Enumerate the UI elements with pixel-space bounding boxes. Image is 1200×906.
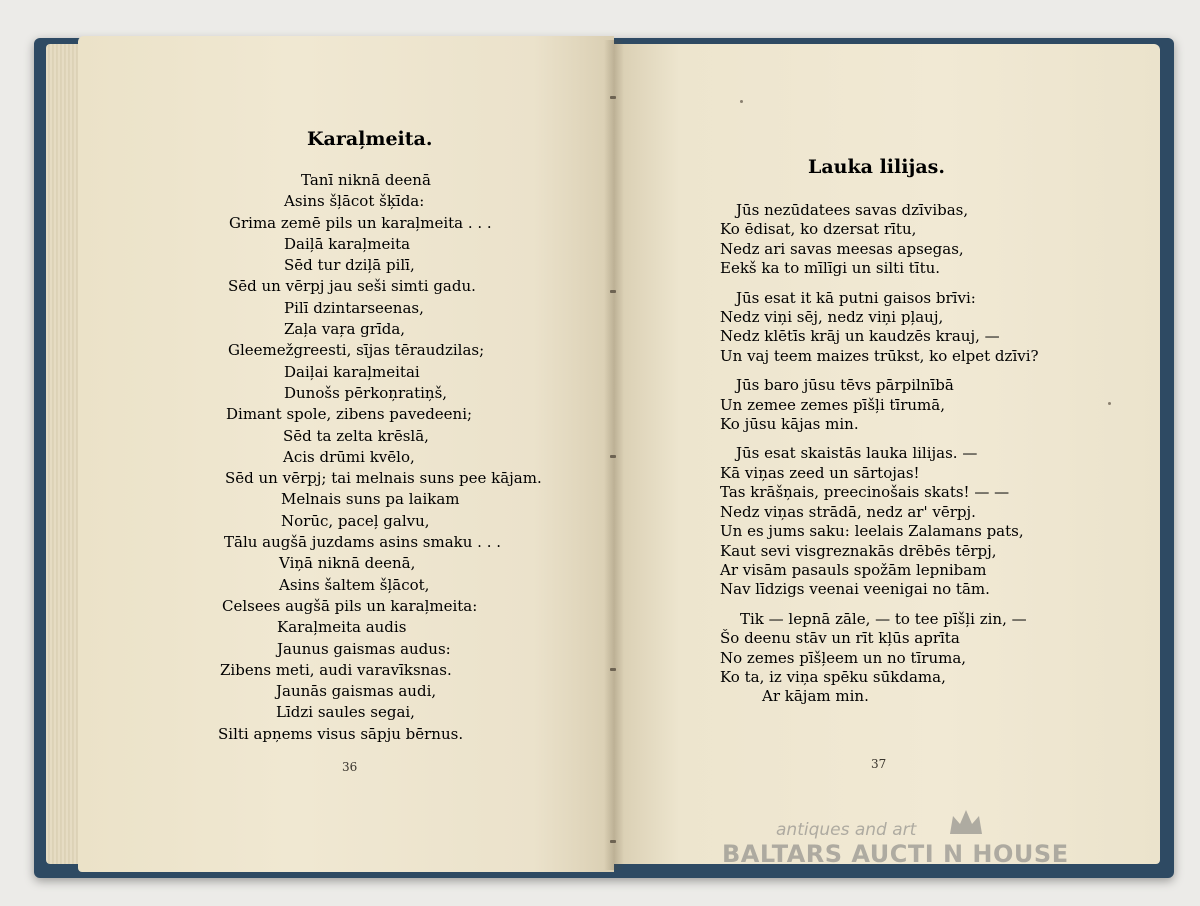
poem-stanza	[720, 444, 1140, 599]
poem-line: Asins šļācot šķīda:	[284, 192, 425, 211]
poem-line: Pilī dzintarseenas,	[284, 298, 424, 317]
poem-line: Silti apņems visus sāpju bērnus.	[218, 724, 464, 743]
poem-line: Un zemee zemes pīšļi tīrumā,	[720, 395, 945, 414]
poem-line: Kaut sevi visgreznakās drēbēs tērpj,	[720, 541, 997, 560]
poem-line: Nav līdzigs veenai veenigai no tām.	[720, 580, 990, 599]
poem-line: Līdzi saules segai,	[276, 703, 415, 722]
poem-line: Jūs nezūdatees savas dzīvibas,	[736, 201, 969, 219]
paper-speck	[740, 100, 743, 103]
poem-line: Tālu augšā juzdams asins smaku . . .	[224, 533, 502, 552]
poem-line: Jaunās gaismas audi,	[276, 682, 437, 701]
poem-line: Daiļā karaļmeita	[284, 234, 411, 253]
poem-line: Grima zemē pils un karaļmeita . . .	[229, 213, 492, 232]
poem-line: Gleemežgreesti, sījas tēraudzilas;	[228, 341, 485, 360]
watermark-tagline: antiques and art	[776, 820, 917, 840]
poem-line: Jūs baro jūsu tēvs pārpilnībā	[736, 376, 954, 395]
poem-line: Ar visām pasauls spožām lepnibam	[720, 560, 987, 579]
right-page-number: 37	[871, 757, 887, 771]
poem-line: Nedz viņas strādā, nedz ar' vērpj.	[720, 502, 976, 521]
poem-line: Sēd ta zelta krēslā,	[283, 426, 429, 445]
binding-stitch	[610, 290, 616, 293]
poem-line: Viņā niknā deenā,	[279, 554, 416, 573]
crown-icon	[948, 808, 984, 836]
poem-line: Jūs esat it kā putni gaisos brīvi:	[736, 288, 976, 307]
poem-stanza	[720, 289, 1140, 367]
poem-line: Zibens meti, audi varavīksnas.	[220, 660, 452, 679]
poem-line: Asins šaltem šļācot,	[279, 575, 430, 594]
poem-line: Tas krāšņais, preecinošais skats! — —	[720, 483, 1010, 502]
binding-stitch	[610, 96, 616, 99]
left-page-number: 36	[342, 760, 358, 774]
left-page-title: Karaļmeita.	[307, 128, 433, 150]
poem-line: Un vaj teem maizes trūkst, ko elpet dzīvi?	[720, 346, 1039, 365]
poem-line: Ko ta, iz viņa spēku sūkdama,	[720, 667, 946, 686]
poem-line: Zaļa vaŗa grīda,	[284, 320, 406, 339]
poem-line: Dimant spole, zibens pavedeeni;	[226, 405, 473, 424]
poem-line: Karaļmeita audis	[277, 618, 407, 637]
poem-line: Sēd tur dziļā pilī,	[284, 256, 415, 275]
poem-line: Ko jūsu kājas min.	[720, 415, 859, 434]
poem-line: Sēd un vērpj; tai melnais suns pee kājam.	[225, 469, 542, 488]
poem-line: No zemes pīšļeem un no tīruma,	[720, 648, 967, 667]
watermark	[722, 820, 1122, 880]
binding-stitch	[610, 455, 616, 458]
poem-line: Tanī niknā deenā	[301, 171, 431, 189]
poem-stanza	[720, 610, 1140, 707]
poem-line: Tik — lepnā zāle, — to tee pīšļi zin, —	[740, 609, 1027, 628]
watermark-name: BALTARS AUCTI N HOUSE	[722, 840, 1069, 868]
poem-line: Ar kājam min.	[762, 687, 869, 706]
binding-stitch	[610, 668, 616, 671]
poem-line: Acis drūmi kvēlo,	[283, 447, 415, 466]
poem-line: Un es jums saku: leelais Zalamans pats,	[720, 522, 1024, 541]
left-poem	[180, 170, 600, 745]
poem-line: Jūs esat skaistās lauka lilijas. —	[736, 444, 978, 463]
poem-stanza	[720, 201, 1140, 279]
poem-line: Nedz viņi sēj, nedz viņi pļauj,	[720, 308, 944, 327]
poem-line: Daiļai karaļmeitai	[284, 362, 420, 381]
poem-stanza	[720, 376, 1140, 434]
right-poem	[720, 201, 1140, 717]
poem-line: Dunošs pērkoņratiņš,	[284, 383, 448, 402]
poem-line: Melnais suns pa laikam	[281, 490, 460, 509]
poem-line: Kā viņas zeed un sārtojas!	[720, 463, 920, 482]
poem-line: Nedz ari savas meesas apsegas,	[720, 239, 964, 258]
poem-line: Jaunus gaismas audus:	[277, 639, 451, 658]
poem-line: Sēd un vērpj jau seši simti gadu.	[228, 277, 476, 296]
poem-line: Norūc, paceļ galvu,	[281, 511, 430, 530]
poem-line: Ko ēdisat, ko dzersat rītu,	[720, 220, 917, 239]
right-page-title: Lauka lilijas.	[808, 156, 945, 178]
poem-line: Celsees augšā pils un karaļmeita:	[222, 596, 478, 615]
poem-line: Šo deenu stāv un rīt kļūs aprīta	[720, 629, 960, 648]
binding-stitch	[610, 840, 616, 843]
poem-line: Nedz klētīs krāj un kaudzēs krauj, —	[720, 327, 1000, 346]
poem-line: Eekš ka to mīlīgi un silti tītu.	[720, 259, 941, 278]
